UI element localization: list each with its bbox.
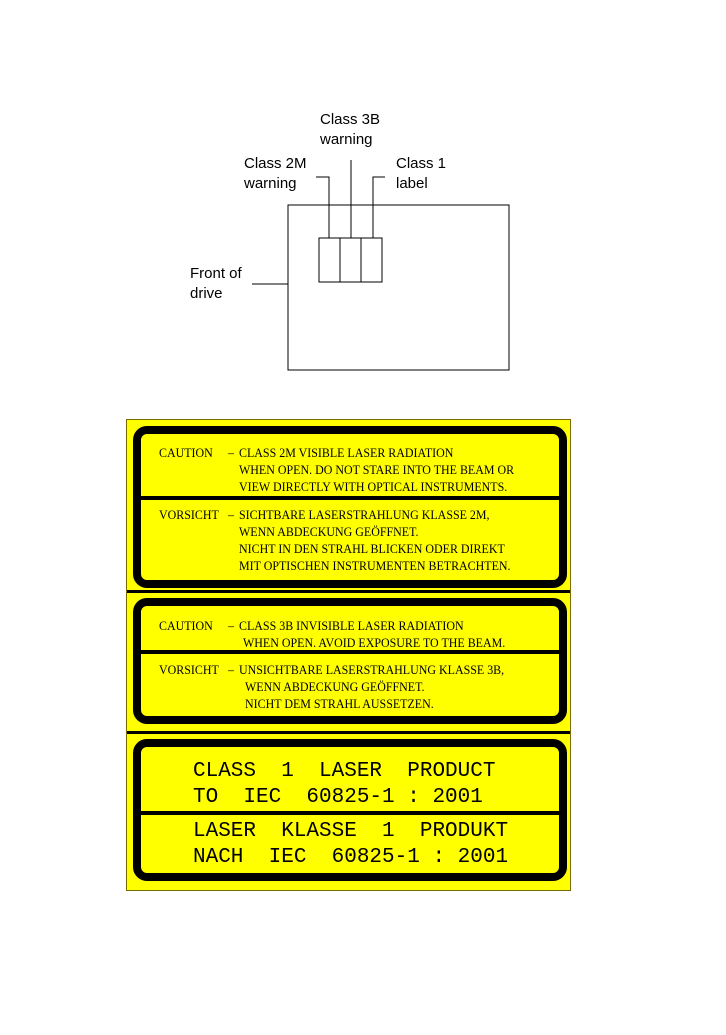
label-separator <box>127 731 570 734</box>
warning-text-line: CLASS 3B INVISIBLE LASER RADIATION <box>239 618 464 633</box>
class3b-warning-label: Class 3B warning <box>320 111 381 148</box>
warning-text-line: CLASS 2M VISIBLE LASER RADIATION <box>239 445 454 460</box>
warning-text-line: NICHT IN DEN STRAHL BLICKEN ODER DIREKT <box>239 541 505 556</box>
laser-labels-panel <box>126 419 571 891</box>
warning-text-line: SICHTBARE LASERSTRAHLUNG KLASSE 2M, <box>239 507 490 522</box>
warning-text-line: VIEW DIRECTLY WITH OPTICAL INSTRUMENTS. <box>239 479 508 494</box>
dash: – <box>228 662 234 677</box>
class1-text-line: NACH IEC 60825-1 : 2001 <box>193 846 509 869</box>
label-slot-class3b <box>340 238 361 282</box>
dash: – <box>228 445 234 460</box>
leader-class2m <box>316 177 329 238</box>
warning-text-line: NICHT DEM STRAHL AUSSETZEN. <box>245 696 434 711</box>
caution-caption: CAUTION <box>159 618 213 633</box>
warning-text-line: WHEN OPEN. DO NOT STARE INTO THE BEAM OR <box>239 462 515 477</box>
class1-text-line: TO IEC 60825-1 : 2001 <box>193 786 483 809</box>
class1-label-label: Class 1 label <box>396 155 447 192</box>
class2m-warning-label: Class 2M warning <box>244 155 307 192</box>
front-of-drive-label: Front of drive <box>190 265 242 302</box>
warning-text-line: MIT OPTISCHEN INSTRUMENTEN BETRACHTEN. <box>239 558 511 573</box>
caution-caption: CAUTION <box>159 445 213 460</box>
label-separator <box>127 590 570 593</box>
dash: – <box>228 618 234 633</box>
class1-text-line: LASER KLASSE 1 PRODUKT <box>193 820 509 843</box>
drive-outline <box>288 205 509 370</box>
label-slot-class1 <box>361 238 382 282</box>
diagram-lines <box>0 0 726 400</box>
warning-text-line: WENN ABDECKUNG GEÖFFNET. <box>245 679 425 694</box>
warning-text-line: WENN ABDECKUNG GEÖFFNET. <box>239 524 419 539</box>
vorsicht-caption: VORSICHT <box>159 507 219 522</box>
leader-class1 <box>373 177 385 238</box>
vorsicht-caption: VORSICHT <box>159 662 219 677</box>
label-location-diagram <box>0 0 726 400</box>
dash: – <box>228 507 234 522</box>
divider <box>141 496 559 500</box>
class1-text-line: CLASS 1 LASER PRODUCT <box>193 760 496 783</box>
warning-text-line: WHEN OPEN. AVOID EXPOSURE TO THE BEAM. <box>243 635 506 650</box>
label-slot-class2m <box>319 238 340 282</box>
warning-text-line: UNSICHTBARE LASERSTRAHLUNG KLASSE 3B, <box>239 662 505 677</box>
